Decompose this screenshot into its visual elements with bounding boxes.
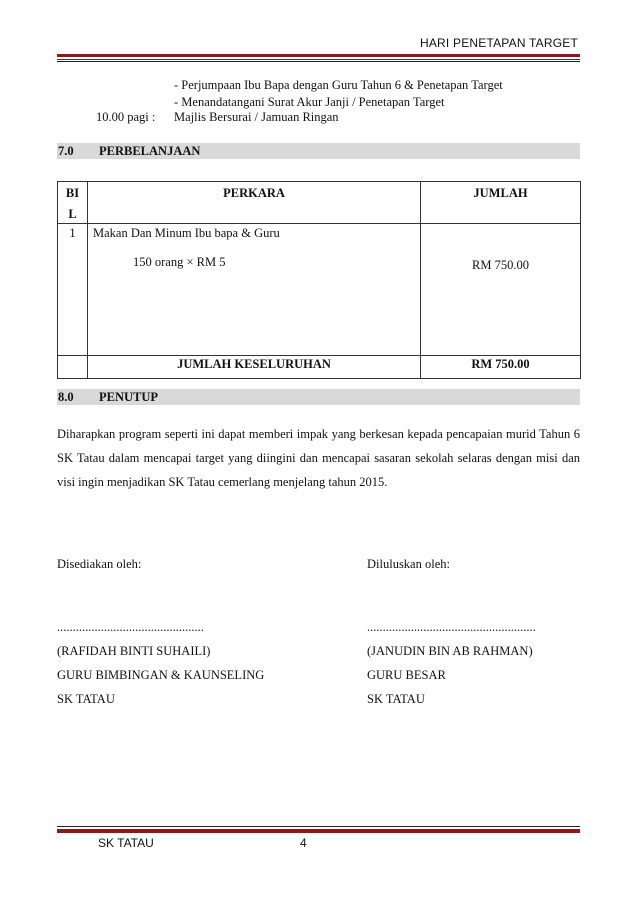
cell-jumlah: RM 750.00 — [421, 224, 581, 356]
header-perkara: PERKARA — [88, 182, 421, 224]
section-title: PENUTUP — [99, 390, 159, 404]
section-title: PERBELANJAAN — [99, 144, 201, 158]
footer-rule — [57, 825, 580, 833]
item-description: Makan Dan Minum Ibu bapa & Guru — [93, 226, 280, 240]
signatory-org-left: SK TATAU — [57, 692, 115, 706]
page-number: 4 — [300, 836, 307, 850]
prepared-by-label: Disediakan oleh: — [57, 557, 142, 571]
header-bil-line2: L — [68, 207, 77, 221]
signatory-org-right: SK TATAU — [367, 692, 425, 706]
table-header-row — [58, 182, 581, 224]
section-number: 8.0 — [58, 390, 74, 404]
cell-total-label: JUMLAH KESELURUHAN — [88, 356, 421, 379]
page-header-title: HARI PENETAPAN TARGET — [419, 36, 578, 50]
schedule-time-3: 10.00 pagi : — [96, 110, 156, 124]
schedule-line-1: - Perjumpaan Ibu Bapa dengan Guru Tahun 6 & Penetapan Target — [174, 78, 503, 92]
table-row — [58, 224, 581, 356]
signatory-position-right: GURU BESAR — [367, 668, 446, 682]
section-heading-penutup — [57, 389, 580, 405]
section-number: 7.0 — [58, 144, 74, 158]
cell-bil: 1 — [58, 224, 88, 356]
closing-paragraph: Diharapkan program seperti ini dapat memberi impak yang berkesan kepada pencapaian murid Tahun 6 SK Tatau dalam mencapai target yang diingini dan mencapai sasaran sekolah selaras dengan misi dan visi ingin menjadikan SK Tatau cemerlang menjelang tahun 2015. — [57, 427, 580, 489]
footer-school: SK TATAU — [98, 836, 154, 850]
approved-by-label: Diluluskan oleh: — [367, 557, 450, 571]
signature-line-left: ............................................... — [57, 620, 204, 634]
item-detail: 150 orang × RM 5 — [133, 255, 226, 269]
section-heading-perbelanjaan — [57, 143, 580, 159]
header-jumlah: JUMLAH — [421, 182, 581, 224]
signature-line-right: ...................................................... — [367, 620, 536, 634]
cell-perkara — [88, 224, 421, 356]
signatory-position-left: GURU BIMBINGAN & KAUNSELING — [57, 668, 265, 682]
header-bil-line1: BI — [65, 186, 80, 200]
header-bil — [58, 182, 88, 224]
schedule-line-2: - Menandatangani Surat Akur Janji / Penetapan Target — [174, 95, 445, 109]
table-total-row — [58, 356, 581, 379]
budget-table — [57, 181, 581, 379]
schedule-line-3: Majlis Bersurai / Jamuan Ringan — [174, 110, 339, 124]
header-rule — [57, 54, 580, 62]
cell-total-value: RM 750.00 — [421, 356, 581, 379]
signatory-name-left: (RAFIDAH BINTI SUHAILI) — [57, 644, 211, 658]
signatory-name-right: (JANUDIN BIN AB RAHMAN) — [367, 644, 533, 658]
cell-total-empty — [58, 356, 88, 379]
